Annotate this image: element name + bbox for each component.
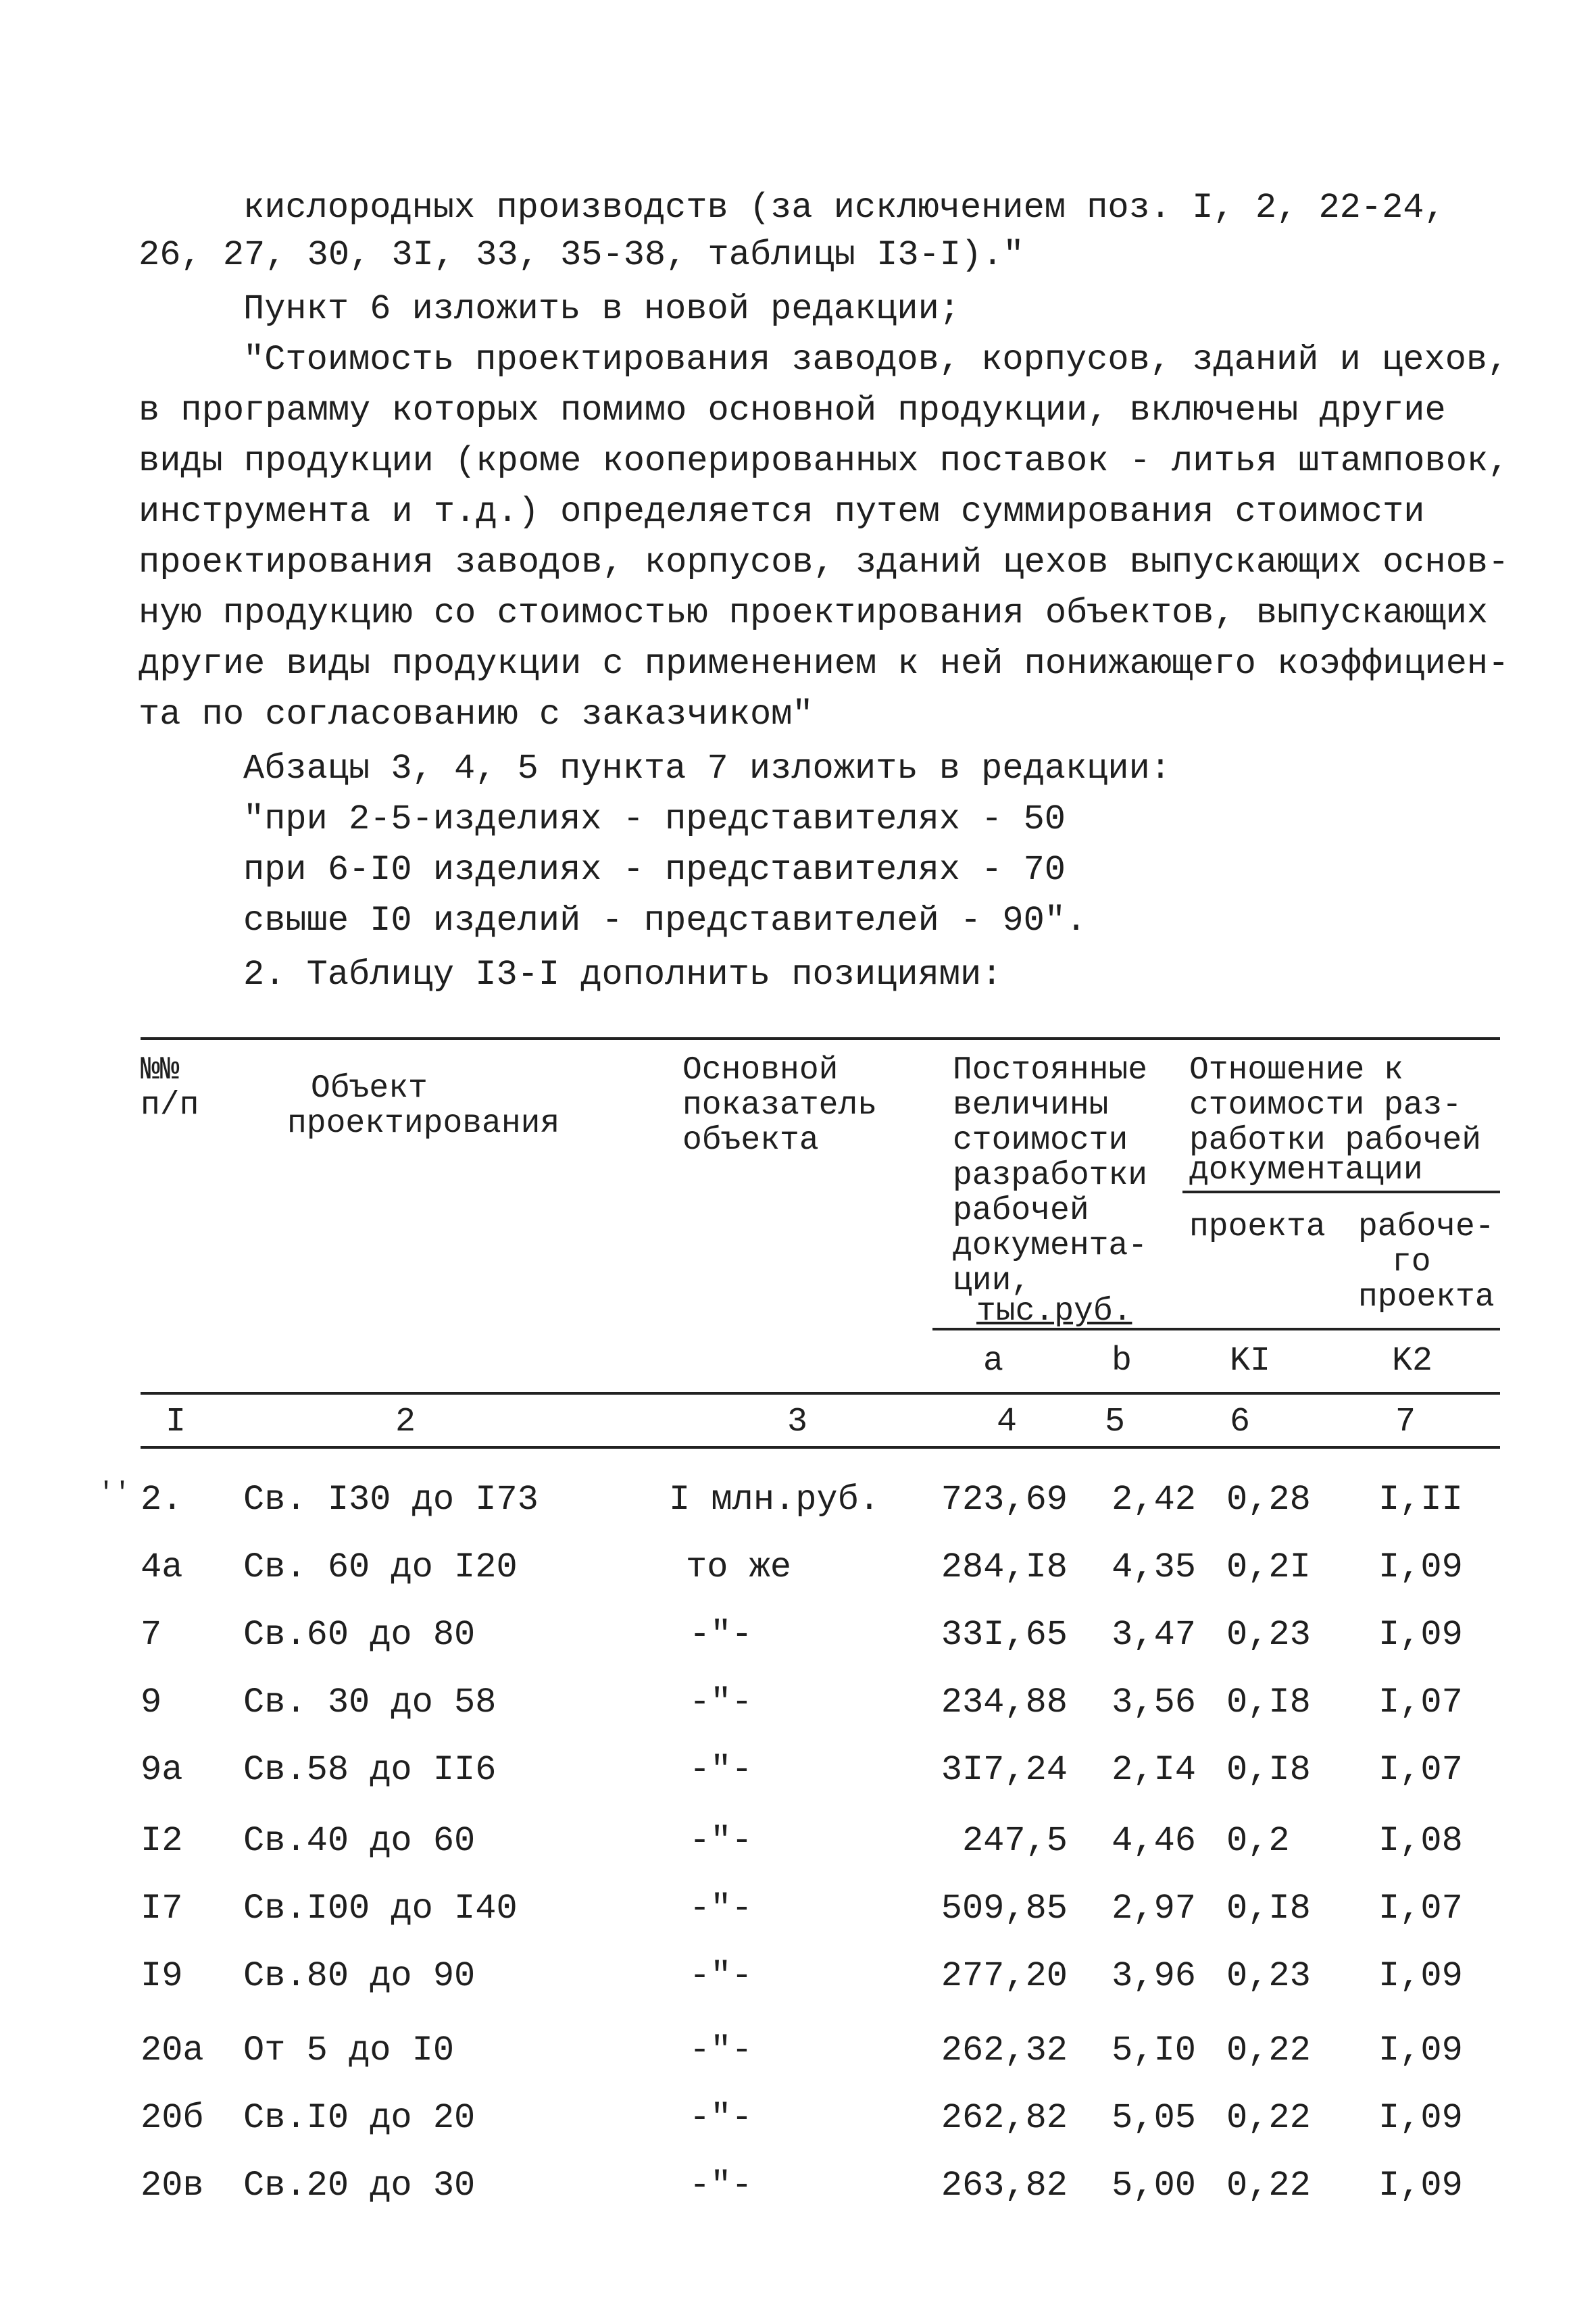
cell-num: 9 xyxy=(141,1683,162,1722)
cell-k2: I,07 xyxy=(1378,1683,1463,1722)
cell-object: Св.80 до 90 xyxy=(243,1956,476,1996)
cell-b: 3,47 xyxy=(1112,1615,1196,1655)
header-const-line2: величины xyxy=(953,1087,1109,1124)
table-row xyxy=(0,2156,1596,2216)
subheader-b: b xyxy=(1111,1342,1132,1380)
cell-a: 262,82 xyxy=(941,2098,1068,2138)
colnum-3: 3 xyxy=(787,1403,807,1441)
cell-object: Св.40 до 60 xyxy=(243,1821,476,1861)
cell-b: 3,96 xyxy=(1112,1956,1196,1996)
table-row xyxy=(0,1537,1596,1598)
subheader-k1: KI xyxy=(1229,1342,1270,1380)
text-line-10: другие виды продукции с применением к ней понижающего коэффициен- xyxy=(139,644,1510,684)
cell-object: Св.I00 до I40 xyxy=(243,1889,518,1928)
cell-num: 7 xyxy=(141,1615,162,1655)
cell-k2: I,09 xyxy=(1378,1956,1463,1996)
header-ratio-line2: стоимости раз- xyxy=(1189,1087,1462,1124)
text-line-5: в программу которых помимо основной продукции, включены другие xyxy=(139,391,1446,430)
cell-k2: I,08 xyxy=(1378,1821,1463,1861)
cell-b: 3,56 xyxy=(1112,1683,1196,1722)
cell-indicator: I млн.руб. xyxy=(669,1480,880,1520)
cell-a: 263,82 xyxy=(941,2166,1068,2206)
cell-object: Св. 30 до 58 xyxy=(243,1683,497,1722)
header-working-project-line3: проекта xyxy=(1358,1279,1495,1316)
cell-indicator: -"- xyxy=(689,1956,753,1996)
table-row xyxy=(0,1605,1596,1666)
header-indicator-line3: объекта xyxy=(682,1122,819,1159)
text-line-8: проектирования заводов, корпусов, зданий цехов выпускающих основ- xyxy=(139,543,1510,582)
cell-k1: 0,23 xyxy=(1226,1956,1311,1996)
colnum-4: 4 xyxy=(996,1403,1017,1441)
header-const-line4: разработки xyxy=(953,1158,1148,1194)
cell-k1: 0,2I xyxy=(1226,1547,1311,1587)
text-line-7: инструмента и т.д.) определяется путем суммирования стоимости xyxy=(139,492,1425,532)
colnum-1: I xyxy=(165,1403,186,1441)
cell-a: 277,20 xyxy=(941,1956,1068,1996)
text-line-14: при 6-I0 изделиях - представителях - 70 xyxy=(243,850,1066,890)
header-const-line5: рабочей xyxy=(953,1193,1089,1229)
header-working-project-line2: го xyxy=(1392,1244,1431,1280)
cell-k1: 0,I8 xyxy=(1226,1889,1311,1928)
cell-k1: 0,I8 xyxy=(1226,1750,1311,1790)
cell-object: Св.60 до 80 xyxy=(243,1615,476,1655)
cell-b: 2,42 xyxy=(1112,1480,1196,1520)
cell-k2: I,07 xyxy=(1378,1889,1463,1928)
cell-b: 2,I4 xyxy=(1112,1750,1196,1790)
cell-b: 5,05 xyxy=(1112,2098,1196,2138)
cell-b: 2,97 xyxy=(1112,1889,1196,1928)
header-const-line3: стоимости xyxy=(953,1122,1128,1159)
cell-indicator: -"- xyxy=(689,2166,753,2206)
subheader-k2: K2 xyxy=(1391,1342,1432,1380)
cell-k2: I,09 xyxy=(1378,1547,1463,1587)
text-line-4: "Стоимость проектирования заводов, корпусов, зданий и цехов, xyxy=(243,340,1509,380)
cell-num: 20б xyxy=(141,2098,204,2138)
cell-object: Св.58 до II6 xyxy=(243,1750,497,1790)
table-ratio-rule xyxy=(1182,1191,1500,1193)
header-ratio-line1: Отношение к xyxy=(1189,1052,1403,1089)
text-line-6: виды продукции (кроме кооперированных поставок - литья штамповок, xyxy=(139,441,1510,481)
cell-num: I9 xyxy=(141,1956,183,1996)
cell-num: 2. xyxy=(141,1480,183,1520)
table-row xyxy=(0,1672,1596,1733)
table-row xyxy=(0,1878,1596,1939)
cell-indicator: -"- xyxy=(689,1821,753,1861)
cell-a: 3I7,24 xyxy=(941,1750,1068,1790)
header-ratio-line4: документации xyxy=(1189,1152,1423,1189)
table-row xyxy=(0,2088,1596,2149)
cell-num: 20а xyxy=(141,2031,204,2070)
header-const-line8: тыс.руб. xyxy=(976,1293,1132,1330)
cell-object: Св.I0 до 20 xyxy=(243,2098,476,2138)
header-project: проекта xyxy=(1189,1209,1326,1245)
colnum-5: 5 xyxy=(1104,1403,1125,1441)
table-row xyxy=(0,1946,1596,2007)
cell-indicator: -"- xyxy=(689,1750,753,1790)
cell-indicator: -"- xyxy=(689,1615,753,1655)
colnum-2: 2 xyxy=(395,1403,416,1441)
cell-object: От 5 до I0 xyxy=(243,2031,455,2070)
header-const-line7: ции, xyxy=(953,1263,1031,1299)
cell-k2: I,09 xyxy=(1378,2098,1463,2138)
text-line-1: кислородных производств (за исключением поз. I, 2, 22-24, xyxy=(243,188,1445,228)
cell-b: 5,I0 xyxy=(1112,2031,1196,2070)
cell-object: Св.20 до 30 xyxy=(243,2166,476,2206)
cell-k2: I,09 xyxy=(1378,2166,1463,2206)
cell-object: Св. I30 до I73 xyxy=(243,1480,539,1520)
cell-b: 5,00 xyxy=(1112,2166,1196,2206)
colnum-7: 7 xyxy=(1395,1403,1416,1441)
cell-b: 4,46 xyxy=(1112,1821,1196,1861)
cell-k1: 0,28 xyxy=(1226,1480,1311,1520)
cell-num: I7 xyxy=(141,1889,183,1928)
cell-k1: 0,22 xyxy=(1226,2031,1311,2070)
cell-k2: I,II xyxy=(1378,1480,1463,1520)
text-line-13: "при 2-5-изделиях - представителях - 50 xyxy=(243,799,1066,839)
cell-a: 247,5 xyxy=(962,1821,1068,1861)
text-line-16: 2. Таблицу I3-I дополнить позициями: xyxy=(243,955,1003,995)
cell-k1: 0,I8 xyxy=(1226,1683,1311,1722)
header-indicator-line2: показатель xyxy=(682,1087,878,1124)
table-colnum-rule xyxy=(141,1446,1500,1449)
cell-num: 9а xyxy=(141,1750,183,1790)
text-line-2: 26, 27, 30, 3I, 33, 35-38, таблицы I3-I)." xyxy=(139,235,1024,275)
header-indicator-line1: Основной xyxy=(682,1052,839,1089)
cell-k2: I,07 xyxy=(1378,1750,1463,1790)
cell-indicator: то же xyxy=(686,1547,792,1587)
header-object-line1: Объект xyxy=(311,1070,428,1107)
cell-k2: I,09 xyxy=(1378,2031,1463,2070)
header-working-project-line1: рабоче- xyxy=(1358,1209,1495,1245)
table-row xyxy=(0,2020,1596,2081)
cell-a: 284,I8 xyxy=(941,1547,1068,1587)
cell-a: 723,69 xyxy=(941,1480,1068,1520)
subheader-a: a xyxy=(982,1342,1003,1380)
cell-num: I2 xyxy=(141,1821,183,1861)
cell-indicator: -"- xyxy=(689,1889,753,1928)
cell-indicator: -"- xyxy=(689,2098,753,2138)
cell-a: 509,85 xyxy=(941,1889,1068,1928)
cell-k2: I,09 xyxy=(1378,1615,1463,1655)
cell-num: 4а xyxy=(141,1547,183,1587)
table-row xyxy=(0,1470,1596,1530)
cell-k1: 0,2 xyxy=(1226,1821,1290,1861)
table-top-rule xyxy=(141,1037,1500,1040)
cell-num: 20в xyxy=(141,2166,204,2206)
header-object-line2: проектирования xyxy=(287,1105,560,1142)
table-row xyxy=(0,1740,1596,1801)
colnum-6: 6 xyxy=(1229,1403,1250,1441)
text-line-3: Пункт 6 изложить в новой редакции; xyxy=(243,289,960,329)
text-line-11: та по согласованию с заказчиком" xyxy=(139,695,814,735)
header-const-line1: Постоянные xyxy=(953,1052,1148,1089)
cell-a: 234,88 xyxy=(941,1683,1068,1722)
cell-indicator: -"- xyxy=(689,2031,753,2070)
header-num-line1: №№ xyxy=(141,1052,180,1089)
text-line-9: ную продукцию со стоимостью проектирования объектов, выпускающих xyxy=(139,593,1489,633)
cell-object: Св. 60 до I20 xyxy=(243,1547,518,1587)
cell-a: 33I,65 xyxy=(941,1615,1068,1655)
cell-k1: 0,22 xyxy=(1226,2098,1311,2138)
cell-k1: 0,22 xyxy=(1226,2166,1311,2206)
footnote-mark: '' xyxy=(98,1478,131,1509)
table-header-rule xyxy=(141,1392,1500,1395)
header-ratio-line3: работки рабочей xyxy=(1189,1122,1482,1159)
header-const-line6: документа- xyxy=(953,1228,1148,1264)
cell-a: 262,32 xyxy=(941,2031,1068,2070)
text-line-12: Абзацы 3, 4, 5 пункта 7 изложить в редакции: xyxy=(243,749,1172,789)
cell-indicator: -"- xyxy=(689,1683,753,1722)
table-row xyxy=(0,1811,1596,1872)
cell-k1: 0,23 xyxy=(1226,1615,1311,1655)
header-num-line2: п/п xyxy=(141,1087,199,1124)
cell-b: 4,35 xyxy=(1112,1547,1196,1587)
text-line-15: свыше I0 изделий - представителей - 90". xyxy=(243,901,1087,941)
